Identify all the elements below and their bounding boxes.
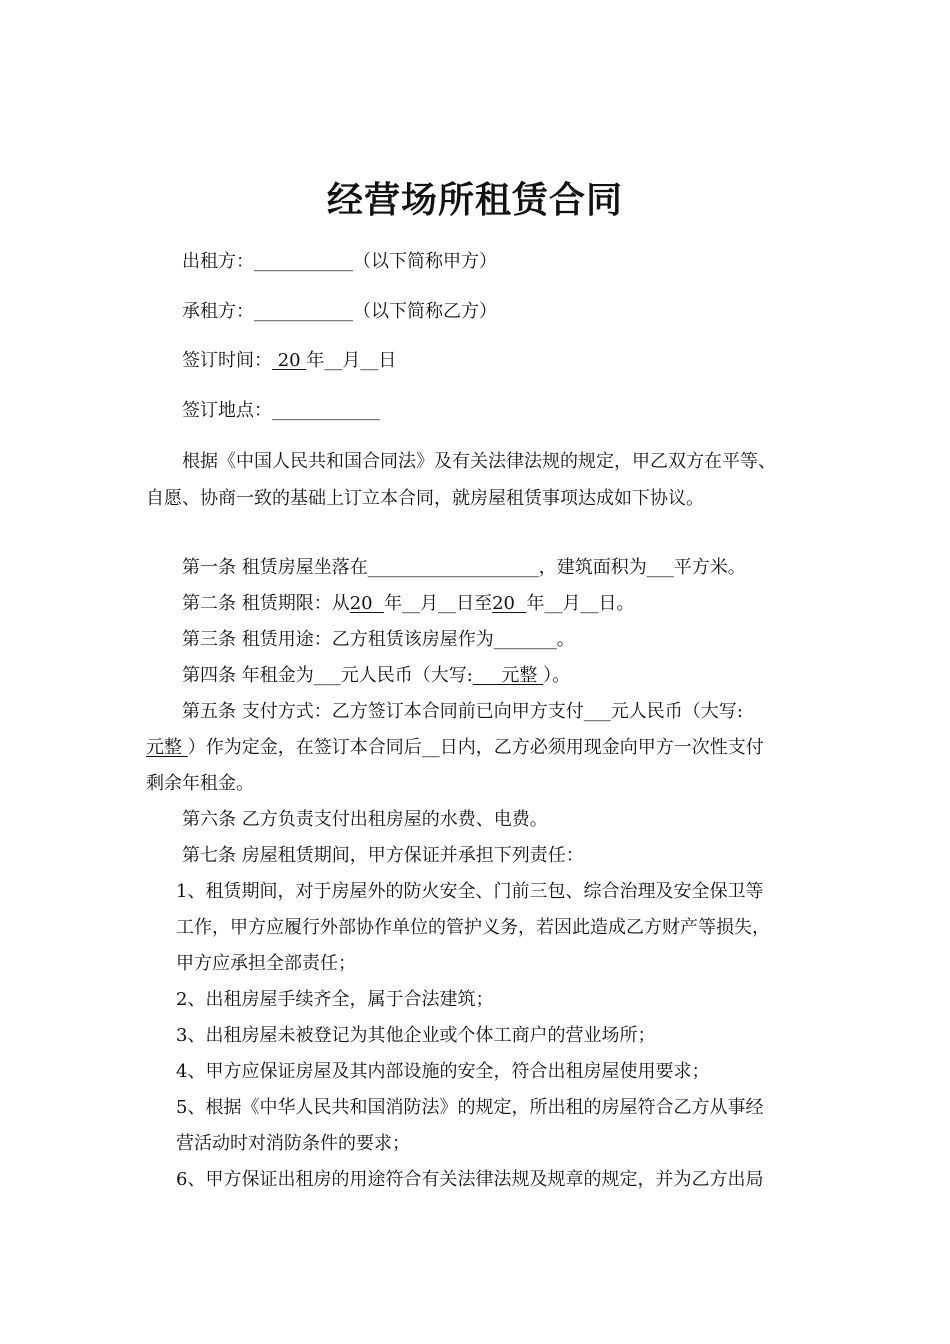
place-label: 签订地点： bbox=[182, 400, 272, 421]
date-label: 签订时间： bbox=[182, 350, 272, 371]
article-2-t4: 年 bbox=[526, 593, 545, 614]
article-1-prefix: 第一条 租赁房屋坐落在 bbox=[182, 557, 368, 578]
lessor-line bbox=[182, 249, 497, 275]
article-5-words: 元整 bbox=[146, 737, 188, 758]
signing-place-line bbox=[182, 398, 380, 424]
duty-5-line-1: 5、根据《中华人民共和国消防法》的规定，所出租的房屋符合乙方从事经 bbox=[176, 1097, 764, 1118]
article-5-line-1 bbox=[182, 699, 743, 725]
article-2-b4: __ bbox=[580, 593, 599, 614]
date-day-blank: __ bbox=[360, 350, 379, 371]
duty-4: 4、甲方应保证房屋及其内部设施的安全，符合出租房屋使用要求； bbox=[176, 1061, 710, 1082]
article-7: 第七条 房屋租赁期间，甲方保证并承担下列责任： bbox=[182, 845, 584, 866]
lessor-label: 出租方： bbox=[182, 251, 254, 272]
article-2-year-1 bbox=[350, 593, 384, 614]
article-2-t3: 日至 bbox=[456, 593, 493, 614]
article-3-end: 。 bbox=[556, 629, 575, 650]
article-4 bbox=[182, 663, 570, 689]
article-1 bbox=[182, 555, 746, 581]
date-month: 月 bbox=[342, 350, 361, 371]
duty-6-line-1: 6、甲方保证出租房的用途符合有关法律法规及规章的规定，并为乙方出局 bbox=[176, 1169, 764, 1190]
lessee-label: 承租方： bbox=[182, 301, 254, 322]
year-value-text: 20 bbox=[277, 350, 301, 371]
duty-1-line-1: 1、租赁期间，对于房屋外的防火安全、门前三包、综合治理及安全保卫等 bbox=[176, 881, 764, 902]
article-5-mid: ）作为定金，在签订本合同后 bbox=[187, 737, 422, 758]
duty-5-line-2: 营活动时对消防条件的要求； bbox=[176, 1133, 410, 1154]
lessor-note: （以下简称甲方） bbox=[353, 251, 497, 272]
date-day: 日 bbox=[378, 350, 397, 371]
duty-2: 2、出租房屋手续齐全，属于合法建筑； bbox=[176, 989, 494, 1010]
article-2-prefix: 第二条 租赁期限：从 bbox=[182, 593, 350, 614]
article-3-blank: _______ bbox=[493, 629, 557, 650]
duty-3: 3、出租房屋未被登记为其他企业或个体工商户的营业场所； bbox=[176, 1025, 656, 1046]
date-year: 年 bbox=[306, 350, 325, 371]
article-2-b3: __ bbox=[544, 593, 563, 614]
article-4-prefix: 第四条 年租金为 bbox=[182, 665, 314, 686]
lessee-note: （以下简称乙方） bbox=[353, 301, 497, 322]
article-2-b1: __ bbox=[402, 593, 421, 614]
article-1-blank: ___________________ bbox=[367, 557, 539, 578]
article-2-t2: 月 bbox=[420, 593, 439, 614]
article-5-line-2-end: 日内，乙方必须用现金向甲方一次性支付 bbox=[439, 737, 764, 758]
preamble-line-1: 根据《中国人民共和国合同法》及有关法律法规的规定，甲乙双方在平等、 bbox=[182, 451, 776, 472]
article-2-b2: __ bbox=[438, 593, 457, 614]
article-1-blank2: ___ bbox=[646, 557, 674, 578]
article-4-blank: ___ bbox=[313, 665, 341, 686]
year-2-text: 20 bbox=[492, 593, 515, 614]
year-1-text: 20 bbox=[349, 593, 373, 614]
article-5-line-1-end: 元人民币（大写: bbox=[610, 701, 743, 722]
article-3 bbox=[182, 627, 575, 653]
article-4-end: ）。 bbox=[543, 665, 571, 686]
lessee-blank: ___________ bbox=[254, 301, 353, 322]
article-5-line-3: 剩余年租金。 bbox=[146, 773, 254, 794]
article-2 bbox=[182, 591, 634, 617]
article-2-year-2 bbox=[492, 593, 526, 614]
article-1-end: 平方米。 bbox=[673, 557, 746, 578]
article-5-line-2 bbox=[146, 735, 764, 761]
article-1-mid: ，建筑面积为 bbox=[538, 557, 647, 578]
duty-1-line-2: 工作，甲方应履行外部协作单位的管护义务，若因此造成乙方财产等损失， bbox=[176, 917, 770, 938]
article-4-words: 元整 bbox=[472, 665, 544, 686]
duty-1-line-3: 甲方应承担全部责任； bbox=[176, 953, 356, 974]
article-2-t1: 年 bbox=[384, 593, 403, 614]
preamble-line-2: 自愿、协商一致的基础上订立本合同，就房屋租赁事项达成如下协议。 bbox=[146, 488, 704, 509]
date-year-value bbox=[272, 350, 306, 371]
article-2-t6: 日。 bbox=[598, 593, 635, 614]
place-blank: ____________ bbox=[272, 400, 380, 421]
lessee-line bbox=[182, 299, 497, 325]
date-month-blank: __ bbox=[324, 350, 343, 371]
article-6: 第六条 乙方负责支付出租房屋的水费、电费。 bbox=[182, 809, 548, 830]
article-2-t5: 月 bbox=[562, 593, 581, 614]
article-5-blank-2: __ bbox=[421, 737, 440, 758]
article-4-mid: 元人民币（大写: bbox=[340, 665, 473, 686]
article-5-prefix: 第五条 支付方式：乙方签订本合同前已向甲方支付 bbox=[182, 701, 584, 722]
article-5-blank-1: ___ bbox=[583, 701, 611, 722]
article-3-prefix: 第三条 租赁用途：乙方租赁该房屋作为 bbox=[182, 629, 494, 650]
signing-date-line bbox=[182, 348, 396, 374]
lessor-blank: ___________ bbox=[254, 251, 353, 272]
document-title: 经营场所租赁合同 bbox=[326, 179, 623, 221]
